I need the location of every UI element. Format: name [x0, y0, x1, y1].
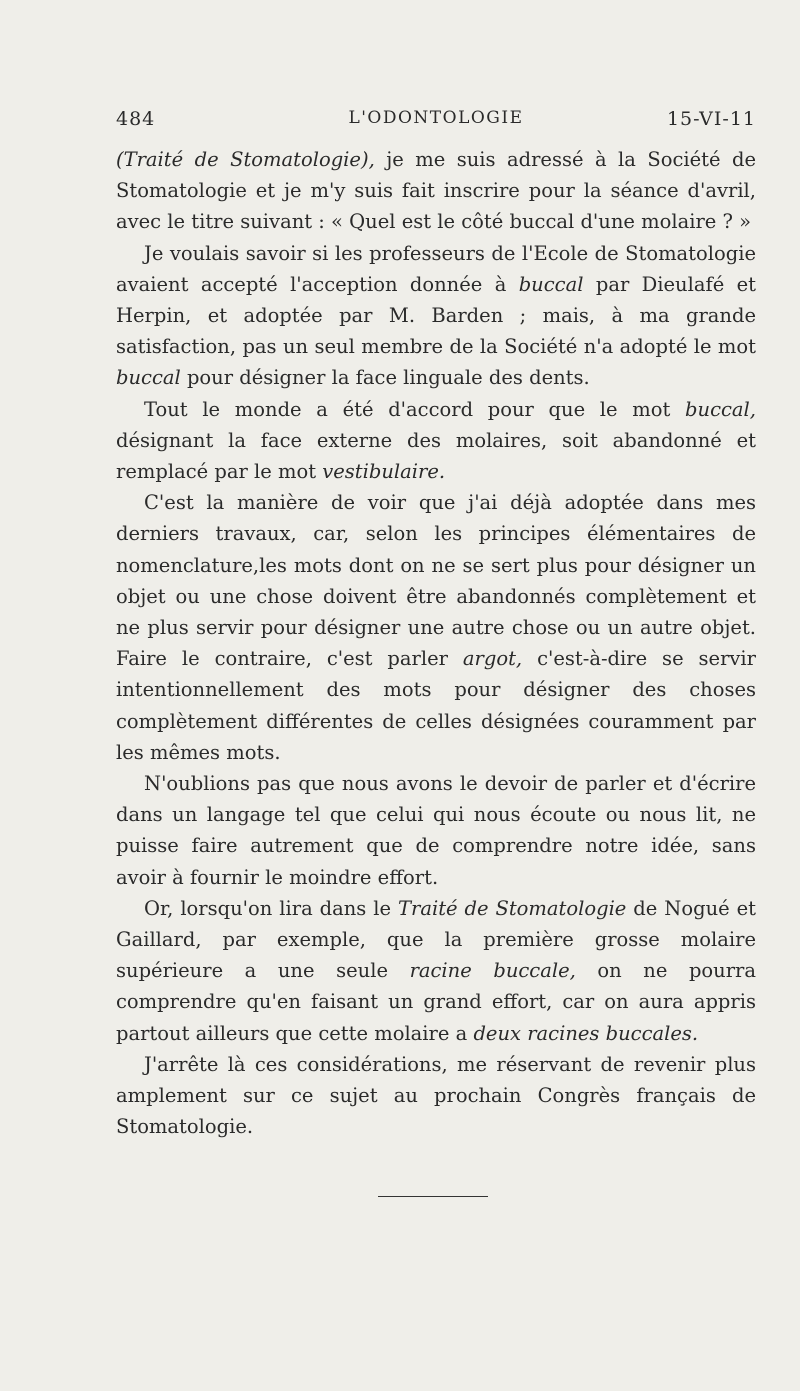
italic-term: buccal,: [685, 397, 756, 421]
italic-term: (Traité de Stomatologie),: [116, 148, 375, 171]
section-end-rule: [378, 1196, 488, 1197]
paragraph: [116, 1049, 756, 1143]
paragraph: [116, 893, 756, 1049]
paragraph: [116, 238, 756, 394]
text-run: de Nogué et Gaillard, par exemple, que la première grosse molaire supérieure a une seule: [116, 896, 756, 983]
paragraph: [116, 144, 756, 238]
page-number: 484: [116, 108, 156, 130]
paragraph: [116, 768, 756, 893]
text-run: C'est la manière de voir que j'ai déjà adoptée dans mes derniers travaux, car, selon les principes élémentaires de nomenclature,les mots dont on ne se sert plus pour désigner un objet ou une chose doivent être abandonnés complètement et ne plus servir pour désigner une autre chose ou un autre objet. Faire le contraire, c'est parler: [116, 491, 756, 671]
text-run: désignant la face externe des molaires, soit abandonné et remplacé par le mot: [116, 428, 756, 484]
issue-date: 15-VI-11: [666, 108, 756, 130]
text-run: N'oublions pas que nous avons le devoir de parler et d'écrire dans un langage tel que celui qui nous écoute ou nous lit, ne puisse faire autrement que de comprendre notre idée, sans avoir à fournir le moindre effort.: [116, 772, 756, 889]
body-text: [116, 144, 756, 1143]
paragraph: [116, 394, 756, 488]
text-run: c'est-à-dire se servir intentionnellement des mots pour désigner des choses complètement différentes de celles désignées couramment par les mêmes mots.: [116, 647, 756, 764]
italic-term: vestibulaire.: [322, 460, 446, 484]
text-run: Je voulais savoir si les professeurs de l'Ecole de Stomatologie avaient accepté l'acception donnée à: [116, 241, 756, 296]
italic-term: deux racines buccales.: [473, 1021, 699, 1045]
running-header: [116, 108, 756, 138]
journal-title: L'ODONTOLOGIE: [348, 108, 524, 128]
italic-term: argot,: [462, 647, 523, 671]
text-run: par Dieulafé et Herpin, et adoptée par M. Barden ; mais, à ma grande satisfaction, pas un seul membre de la Société n'a adopté le mot: [116, 272, 756, 359]
text-run: Or, lorsqu'on lira dans le: [144, 896, 398, 920]
text-run: on ne pourra comprendre qu'en faisant un grand effort, car on aura appris partout ailleurs que cette molaire a: [116, 959, 756, 1045]
text-run: je me suis adressé à la Société de Stomatologie et je m'y suis fait inscrire pour la séance d'avril, avec le titre suivant : « Quel est le côté buccal d'une molaire ? »: [116, 148, 756, 234]
italic-term: Traité de Stomatologie: [398, 896, 627, 920]
text-run: pour désigner la face linguale des dents.: [180, 366, 590, 390]
italic-term: buccal: [116, 366, 181, 390]
italic-term: racine buccale,: [409, 959, 576, 983]
text-run: J'arrête là ces considérations, me réservant de revenir plus amplement sur ce sujet au prochain Congrès français de Stomatologie.: [116, 1052, 756, 1139]
text-run: Tout le monde a été d'accord pour que le mot: [144, 397, 686, 421]
italic-term: buccal: [518, 272, 584, 296]
paragraph: [116, 487, 756, 768]
